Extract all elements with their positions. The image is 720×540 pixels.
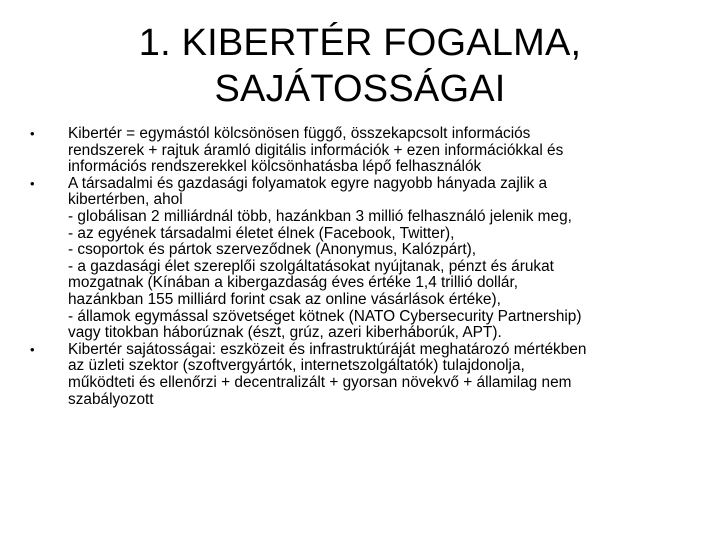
slide-title — [40, 20, 680, 112]
bullet-text-line: szabályozott — [68, 390, 154, 408]
bullet-item-processes — [28, 176, 688, 342]
sub-item-economy — [68, 259, 688, 309]
bullet-dot-icon: • — [30, 126, 35, 141]
bullet-item-characteristics — [28, 342, 688, 408]
sub-item-text-line: mozgatnak (Kínában a kibergazdaság éves értéke 1,4 trillió dollár, — [68, 274, 519, 292]
title-line-2: SAJÁTOSSÁGAI — [214, 68, 506, 110]
sub-item-text-line: - globálisan 2 milliárdnál több, hazánkban 3 millió felhasználó jelenik meg, — [68, 207, 572, 225]
sub-item-text-line: hazánkban 155 milliárd forint csak az online vásárlások értéke), — [68, 290, 501, 308]
bullet-text-line: információs rendszerekkel kölcsönhatásba lépő felhasználók — [68, 158, 482, 176]
bullet-text-line: Kibertér sajátosságai: eszközeit és infrastruktúráját meghatározó mértékben — [68, 340, 587, 358]
bullet-text-line: működteti és ellenőrzi + decentralizált + gyorsan növekvő + államilag nem — [68, 373, 572, 391]
bullet-text-line: rendszerek + rajtuk áramló digitális információk + ezen információkkal és — [68, 141, 564, 159]
bullet-text-line: az üzleti szektor (szoftvergyártók, internetszolgáltatók) tulajdonolja, — [68, 357, 525, 375]
bullet-text-line: A társadalmi és gazdasági folyamatok egyre nagyobb hányada zajlik a — [68, 174, 548, 192]
bullet-dot-icon: • — [30, 341, 35, 357]
sub-item-text-line: - államok egymással szövetséget kötnek (NATO Cybersecurity Partnership) — [68, 307, 582, 325]
sub-item-text-line: - csoportok és pártok szerveződnek (Anonymus, Kalózpárt), — [68, 241, 477, 259]
bullet-list — [28, 126, 688, 408]
sub-item-text-line: - a gazdasági élet szereplői szolgáltatásokat nyújtanak, pénzt és árukat — [68, 257, 554, 275]
sub-item-text-line: vagy titokban háborúznak (észt, grúz, azeri kiberháborúk, APT). — [68, 324, 502, 342]
sub-item-social-life — [68, 226, 688, 243]
sub-item-states — [68, 309, 688, 342]
sub-item-users — [68, 209, 688, 226]
bullet-text-line: kibertérben, ahol — [68, 191, 183, 209]
bullet-text-line: Kibertér = egymástól kölcsönösen függő, összekapcsolt információs — [68, 125, 531, 142]
bullet-item-definition — [28, 126, 688, 176]
title-line-1: 1. KIBERTÉR FOGALMA, — [138, 22, 582, 64]
bullet-dot-icon: • — [30, 175, 35, 191]
sub-item-groups-parties — [68, 242, 688, 259]
sub-item-text-line: - az egyének társadalmi életet élnek (Facebook, Twitter), — [68, 224, 455, 242]
